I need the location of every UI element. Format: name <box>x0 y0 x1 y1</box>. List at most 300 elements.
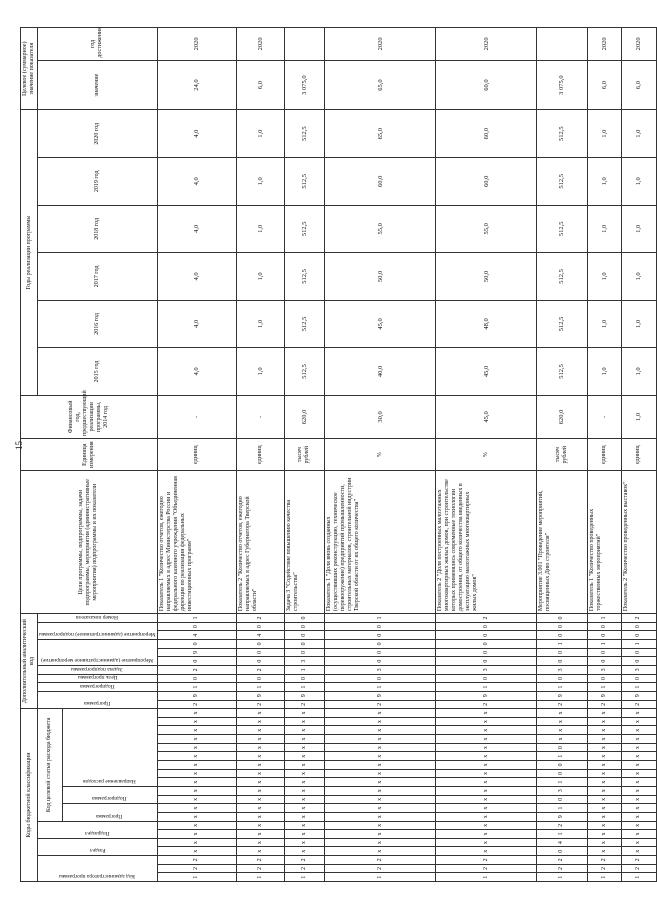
budget-code-digit: 2 <box>537 821 587 830</box>
fin-year-value: 1,0 <box>622 395 657 438</box>
target-year: 2020 <box>587 28 622 61</box>
budget-code-digit: x <box>324 778 435 787</box>
budget-code-digit: x <box>237 778 285 787</box>
budget-code-digit: x <box>622 769 657 778</box>
analytic-code-digit: 3 <box>436 665 537 674</box>
year-value: 45,0 <box>324 300 435 348</box>
budget-code-digit: x <box>436 838 537 847</box>
budget-code-digit: x <box>622 821 657 830</box>
analytic-code-digit: 0 <box>537 657 587 666</box>
analytic-code-digit: 0 <box>285 631 325 640</box>
header-a-nomer: Номер показателя <box>76 613 119 620</box>
budget-code-digit: 1 <box>537 830 587 839</box>
analytic-code-digit: 4 <box>157 631 237 640</box>
year-value: 1,0 <box>237 205 285 253</box>
analytic-code-digit: 0 <box>324 622 435 631</box>
program-indicators-table <box>20 27 657 882</box>
analytic-code-digit: 0 <box>436 648 537 657</box>
budget-code-digit: 1 <box>237 873 285 882</box>
budget-code-digit: x <box>587 717 622 726</box>
budget-code-digit: 1 <box>324 873 435 882</box>
analytic-code-digit: 0 <box>537 614 587 623</box>
budget-code-digit: x <box>285 761 325 770</box>
analytic-code-digit: 0 <box>285 648 325 657</box>
analytic-code-digit: 1 <box>537 640 587 649</box>
unit-cell: единиц <box>157 438 237 470</box>
budget-code-digit: x <box>324 812 435 821</box>
budget-code-digit: x <box>157 769 237 778</box>
analytic-code-digit: 9 <box>237 691 285 700</box>
unit-cell: % <box>324 438 435 470</box>
analytic-code-digit: 1 <box>157 614 237 623</box>
budget-code-digit: x <box>285 821 325 830</box>
header-budget-group: Коды бюджетной классификации <box>21 709 38 882</box>
budget-code-digit: x <box>587 795 622 804</box>
budget-code-digit: x <box>324 752 435 761</box>
budget-code-digit: x <box>157 786 237 795</box>
year-value: 1,0 <box>587 110 622 158</box>
page-number: 15 <box>14 441 24 450</box>
budget-code-digit: x <box>587 726 622 735</box>
budget-code-digit: x <box>157 752 237 761</box>
goal-description: Показатель 1 "Количество проведенных торжественных мероприятий" <box>587 471 622 614</box>
target-year: 2020 <box>324 28 435 61</box>
budget-code-digit: x <box>622 735 657 744</box>
budget-code-digit: 1 <box>622 873 657 882</box>
analytic-code-digit: 9 <box>537 691 587 700</box>
target-value: 6,0 <box>587 60 622 110</box>
budget-code-digit: x <box>622 795 657 804</box>
budget-code-digit: 2 <box>324 856 435 865</box>
analytic-code-digit: 2 <box>237 665 285 674</box>
analytic-code-digit: 3 <box>285 657 325 666</box>
year-value: 1,0 <box>622 205 657 253</box>
analytic-code-digit: 2 <box>587 700 622 709</box>
year-value: 512,5 <box>537 253 587 301</box>
budget-code-digit: x <box>157 709 237 718</box>
budget-code-digit: x <box>587 847 622 856</box>
fin-year-value: 45,0 <box>436 395 537 438</box>
target-year: 2020 <box>157 28 237 61</box>
table-row <box>537 28 587 882</box>
target-year <box>285 28 325 61</box>
year-value: 1,0 <box>237 110 285 158</box>
analytic-code-digit: 0 <box>237 640 285 649</box>
header-target-group: Целевое (суммарное) значение показателя <box>21 28 38 110</box>
analytic-code-digit: 0 <box>537 631 587 640</box>
analytic-code-digit: 9 <box>436 691 537 700</box>
year-value: 512,5 <box>285 253 325 301</box>
analytic-code-digit: 0 <box>622 674 657 683</box>
budget-code-digit: x <box>622 752 657 761</box>
budget-code-digit: 2 <box>622 864 657 873</box>
year-value: 1,0 <box>622 348 657 396</box>
budget-code-digit: x <box>237 786 285 795</box>
unit-cell: единиц <box>237 438 285 470</box>
budget-code-digit: x <box>436 821 537 830</box>
budget-code-digit: x <box>622 804 657 813</box>
year-value: 45,0 <box>436 348 537 396</box>
analytic-code-digit: 0 <box>237 648 285 657</box>
budget-code-digit: x <box>436 847 537 856</box>
year-value: 1,0 <box>587 300 622 348</box>
budget-code-digit: x <box>587 761 622 770</box>
budget-code-digit: 1 <box>436 873 537 882</box>
header-a-cel: Цель программы <box>77 674 118 681</box>
budget-code-digit: x <box>237 743 285 752</box>
fin-year-value: 620,0 <box>285 395 325 438</box>
budget-code-digit: x <box>436 830 537 839</box>
analytic-code-digit: 0 <box>537 674 587 683</box>
analytic-code-digit: 9 <box>324 691 435 700</box>
budget-code-digit: x <box>324 761 435 770</box>
year-value: 1,0 <box>237 300 285 348</box>
budget-code-digit: x <box>237 821 285 830</box>
analytic-code-digit: 3 <box>537 665 587 674</box>
analytic-code-digit: 0 <box>436 640 537 649</box>
year-value: 1,0 <box>237 253 285 301</box>
year-value: 512,5 <box>285 300 325 348</box>
budget-code-digit: 0 <box>537 795 587 804</box>
budget-code-digit: x <box>587 743 622 752</box>
budget-code-digit: x <box>285 838 325 847</box>
year-value: 4,0 <box>157 110 237 158</box>
budget-code-digit: x <box>436 735 537 744</box>
year-value: 512,5 <box>285 205 325 253</box>
budget-code-digit: x <box>285 804 325 813</box>
header-admin: Код администратора программы <box>59 873 136 879</box>
budget-code-digit: x <box>285 752 325 761</box>
budget-code-digit: x <box>285 778 325 787</box>
header-podrazdel: Подраздел <box>85 829 110 836</box>
analytic-code-digit: 0 <box>622 631 657 640</box>
analytic-code-digit: 0 <box>157 640 237 649</box>
budget-code-digit: 2 <box>285 864 325 873</box>
budget-code-digit: 9 <box>537 812 587 821</box>
budget-code-digit: x <box>436 778 537 787</box>
year-value: 55,0 <box>436 205 537 253</box>
budget-code-digit: x <box>436 709 537 718</box>
budget-code-digit: 2 <box>537 864 587 873</box>
year-value: 1,0 <box>622 158 657 206</box>
analytic-code-digit: 2 <box>436 614 537 623</box>
budget-code-digit: x <box>622 761 657 770</box>
budget-code-digit: x <box>436 726 537 735</box>
budget-code-digit: x <box>587 830 622 839</box>
budget-code-digit: x <box>157 804 237 813</box>
budget-code-digit: 2 <box>285 856 325 865</box>
budget-program-sheet <box>20 27 643 882</box>
budget-code-digit: x <box>622 812 657 821</box>
year-value: 50,0 <box>324 253 435 301</box>
fin-year-value: - <box>157 395 237 438</box>
year-value: 4,0 <box>157 158 237 206</box>
budget-code-digit: x <box>436 804 537 813</box>
budget-code-digit: x <box>157 821 237 830</box>
budget-code-digit: 1 <box>285 873 325 882</box>
analytic-code-digit: 2 <box>436 700 537 709</box>
fin-year-value: - <box>587 395 622 438</box>
analytic-code-digit: 2 <box>237 700 285 709</box>
year-value: 4,0 <box>157 300 237 348</box>
analytic-code-digit: 0 <box>237 657 285 666</box>
budget-code-digit: x <box>324 847 435 856</box>
analytic-code-digit: 0 <box>436 657 537 666</box>
analytic-code-digit: 0 <box>622 648 657 657</box>
year-value: 4,0 <box>157 253 237 301</box>
budget-code-digit: x <box>324 726 435 735</box>
year-value: 55,0 <box>324 205 435 253</box>
budget-code-digit: 3 <box>537 786 587 795</box>
analytic-code-digit: 0 <box>237 674 285 683</box>
budget-code-digit: x <box>157 717 237 726</box>
analytic-code-digit: 0 <box>587 631 622 640</box>
analytic-code-digit: 3 <box>622 665 657 674</box>
budget-code-digit: x <box>237 761 285 770</box>
budget-code-digit: x <box>285 830 325 839</box>
budget-code-digit: x <box>622 786 657 795</box>
budget-code-digit: x <box>324 795 435 804</box>
analytic-code-digit: 0 <box>157 657 237 666</box>
year-value: 65,0 <box>324 110 435 158</box>
year-value: 512,5 <box>537 110 587 158</box>
target-year <box>537 28 587 61</box>
table-row <box>436 28 537 882</box>
analytic-code-digit: 0 <box>622 622 657 631</box>
budget-code-digit: 2 <box>622 856 657 865</box>
budget-code-digit: x <box>237 735 285 744</box>
budget-code-digit: x <box>237 847 285 856</box>
budget-code-digit: x <box>587 735 622 744</box>
goal-description: Мероприятие 3.001 "Проведение мероприятий, посвященных Дню строителя" <box>537 471 587 614</box>
analytic-code-digit: 0 <box>285 674 325 683</box>
header-a-meropriyatie: Мероприятие (административное мероприятие) <box>41 656 154 663</box>
target-value: 24,0 <box>157 60 237 110</box>
budget-code-digit: x <box>324 735 435 744</box>
header-unit: Единица измерения <box>21 438 158 470</box>
budget-code-digit: x <box>157 778 237 787</box>
budget-code-digit: x <box>587 786 622 795</box>
budget-code-digit: x <box>237 804 285 813</box>
analytic-code-digit: 1 <box>537 683 587 692</box>
budget-code-digit: x <box>587 709 622 718</box>
budget-code-digit: 1 <box>157 873 237 882</box>
year-value: 60,0 <box>436 110 537 158</box>
analytic-code-digit: 0 <box>537 648 587 657</box>
budget-code-digit: x <box>285 769 325 778</box>
analytic-code-digit: 0 <box>324 657 435 666</box>
header-programma: Программа <box>96 812 123 819</box>
year-value: 48,0 <box>436 300 537 348</box>
budget-code-digit: 4 <box>537 838 587 847</box>
year-value: 512,5 <box>537 348 587 396</box>
table-row <box>157 28 237 882</box>
header-target-value: значение <box>38 60 158 110</box>
analytic-code-digit: 0 <box>587 622 622 631</box>
budget-code-digit: x <box>622 778 657 787</box>
budget-code-digit: x <box>436 786 537 795</box>
unit-cell: тысяч рублей <box>285 438 325 470</box>
budget-code-digit: x <box>587 769 622 778</box>
budget-code-digit: x <box>157 743 237 752</box>
analytic-code-digit: 0 <box>537 622 587 631</box>
budget-code-digit: x <box>285 709 325 718</box>
target-year: 2020 <box>436 28 537 61</box>
fin-year-value: 30,0 <box>324 395 435 438</box>
target-year: 2020 <box>237 28 285 61</box>
budget-code-digit: x <box>285 743 325 752</box>
analytic-code-digit: 1 <box>324 614 435 623</box>
budget-code-digit: x <box>285 786 325 795</box>
header-napravlenie: Направление расходов <box>83 777 136 784</box>
budget-code-digit: x <box>622 743 657 752</box>
analytic-code-digit: 1 <box>285 665 325 674</box>
unit-cell: единиц <box>622 438 657 470</box>
year-value: 1,0 <box>237 158 285 206</box>
budget-code-digit: x <box>537 735 587 744</box>
budget-code-digit: x <box>237 726 285 735</box>
budget-code-digit: 2 <box>537 856 587 865</box>
budget-code-digit: 0 <box>537 761 587 770</box>
budget-code-digit: x <box>587 821 622 830</box>
analytic-code-digit: 1 <box>157 683 237 692</box>
budget-code-digit: x <box>157 795 237 804</box>
target-value: 6,0 <box>622 60 657 110</box>
analytic-code-digit: 0 <box>237 622 285 631</box>
year-value: 512,5 <box>537 158 587 206</box>
budget-code-digit: x <box>285 795 325 804</box>
analytic-code-digit: 0 <box>324 674 435 683</box>
budget-code-digit: 2 <box>436 856 537 865</box>
budget-code-digit: x <box>622 838 657 847</box>
budget-code-digit: x <box>537 709 587 718</box>
year-value: 50,0 <box>436 253 537 301</box>
header-a-podprogramma: Подпрограмма <box>80 682 115 689</box>
budget-code-digit: x <box>436 752 537 761</box>
year-value: 1,0 <box>237 348 285 396</box>
year-value: 512,5 <box>285 348 325 396</box>
table-row <box>285 28 325 882</box>
budget-code-digit: 2 <box>237 864 285 873</box>
budget-code-digit: 1 <box>537 778 587 787</box>
analytic-code-digit: 1 <box>622 683 657 692</box>
analytic-code-digit: 0 <box>285 614 325 623</box>
header-year-2020: 2020 год <box>38 110 158 158</box>
table-row <box>324 28 435 882</box>
table-row <box>622 28 657 882</box>
table-row <box>587 28 622 882</box>
header-a-meropriyatie-podpr: Мероприятие (административное) подпрограммы <box>39 631 156 638</box>
analytic-code-digit: 2 <box>324 700 435 709</box>
goal-description: Показатель 2 "Количество проведенных выставок" <box>622 471 657 614</box>
goal-description: Показатель 1 "Доля вновь созданных (осуществивших реконструкцию, техническое перевооружение) предприятий промышленности, строительных материалов, строительной индустрии Тверской области от их общего количества" <box>324 471 435 614</box>
budget-code-digit: x <box>324 821 435 830</box>
budget-code-digit: x <box>622 847 657 856</box>
budget-code-digit: 2 <box>157 864 237 873</box>
year-value: 1,0 <box>587 253 622 301</box>
budget-code-digit: x <box>622 726 657 735</box>
target-value: 3 075,0 <box>285 60 325 110</box>
budget-code-digit: 2 <box>324 864 435 873</box>
budget-code-digit: x <box>587 778 622 787</box>
budget-code-digit: x <box>436 769 537 778</box>
goal-description: Показатель 1 "Количество отчетов, ежегодно направляемых в адрес Министерства России и федерального казенного учреждения "Объединенная дирекция по реализации федеральных инвестиционных программ" <box>157 471 237 614</box>
analytic-code-digit: 1 <box>587 640 622 649</box>
budget-code-digit: x <box>587 804 622 813</box>
budget-code-digit: x <box>436 761 537 770</box>
budget-code-digit: x <box>324 838 435 847</box>
budget-code-digit: 1 <box>537 752 587 761</box>
header-a-zadacha: Задача подпрограммы <box>71 665 124 672</box>
unit-cell: % <box>436 438 537 470</box>
analytic-code-digit: 9 <box>157 648 237 657</box>
budget-code-digit: 0 <box>537 847 587 856</box>
table-row <box>237 28 285 882</box>
budget-code-digit: x <box>436 795 537 804</box>
analytic-code-digit: 2 <box>537 700 587 709</box>
goal-description: Показатель 2 "Доля построенных малоэтажных многоквартирных жилых домов, при строительстве которых применялись современные технологии домостроения, от общего количества введенных в эксплуатацию малоэтажных многоквартирных жилых домов" <box>436 471 537 614</box>
analytic-code-digit: 1 <box>622 640 657 649</box>
budget-code-digit: 2 <box>587 856 622 865</box>
budget-code-digit: x <box>157 847 237 856</box>
analytic-code-digit: 0 <box>324 640 435 649</box>
budget-code-digit: x <box>285 726 325 735</box>
budget-code-digit: x <box>285 812 325 821</box>
budget-code-digit: x <box>157 830 237 839</box>
budget-code-digit: x <box>324 709 435 718</box>
budget-code-digit: x <box>157 761 237 770</box>
analytic-code-digit: 9 <box>587 691 622 700</box>
budget-code-digit: x <box>587 752 622 761</box>
budget-code-digit: x <box>436 812 537 821</box>
header-target-year: год достижения <box>38 28 158 61</box>
budget-code-digit: x <box>537 726 587 735</box>
goal-description: Задача 3 "Содействие повышению качества строительства" <box>285 471 325 614</box>
analytic-code-digit: 0 <box>285 622 325 631</box>
analytic-code-digit: 1 <box>587 614 622 623</box>
budget-code-digit: x <box>237 812 285 821</box>
budget-code-digit: 0 <box>537 769 587 778</box>
header-year-2016: 2016 год <box>38 300 158 348</box>
budget-code-digit: 2 <box>436 864 537 873</box>
analytic-code-digit: 2 <box>157 665 237 674</box>
analytic-code-digit: 0 <box>436 622 537 631</box>
year-value: 4,0 <box>157 205 237 253</box>
budget-code-digit: 2 <box>587 864 622 873</box>
budget-code-digit: x <box>587 838 622 847</box>
budget-code-digit: x <box>237 795 285 804</box>
budget-code-digit: x <box>237 709 285 718</box>
budget-code-digit: x <box>285 717 325 726</box>
year-value: 512,5 <box>537 205 587 253</box>
year-value: 60,0 <box>436 158 537 206</box>
budget-code-digit: 1 <box>537 804 587 813</box>
budget-code-digit: x <box>285 847 325 856</box>
analytic-code-digit: 1 <box>324 683 435 692</box>
budget-code-digit: x <box>324 743 435 752</box>
header-expense-group: Код целевой статьи расхода бюджета <box>38 709 63 821</box>
year-value: 1,0 <box>622 300 657 348</box>
header-a-programma: Программа <box>84 700 111 707</box>
year-value: 512,5 <box>285 110 325 158</box>
analytic-code-digit: 0 <box>324 648 435 657</box>
budget-code-digit: x <box>587 812 622 821</box>
budget-code-digit: x <box>157 735 237 744</box>
analytic-code-digit: 3 <box>587 665 622 674</box>
analytic-code-digit: 1 <box>285 683 325 692</box>
header-razdel: Раздел <box>89 847 106 854</box>
fin-year-value: 620,0 <box>537 395 587 438</box>
